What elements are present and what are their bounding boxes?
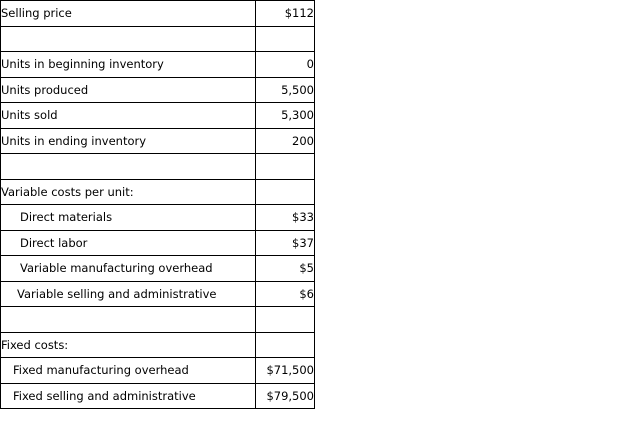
row-label-cell: Fixed costs: bbox=[1, 332, 256, 358]
table-row bbox=[1, 77, 315, 103]
row-label-cell: Units sold bbox=[1, 103, 256, 129]
row-label-cell: Direct labor bbox=[1, 230, 256, 256]
row-value-cell: 5,500 bbox=[256, 77, 315, 103]
row-label-cell bbox=[1, 154, 256, 180]
row-label-cell: Fixed manufacturing overhead bbox=[1, 358, 256, 384]
table-row bbox=[1, 307, 315, 333]
table-row bbox=[1, 383, 315, 409]
row-value-cell: 5,300 bbox=[256, 103, 315, 129]
table-row bbox=[1, 154, 315, 180]
cost-data-table bbox=[0, 0, 315, 409]
row-value-cell: $112 bbox=[256, 1, 315, 27]
row-value-cell bbox=[256, 26, 315, 52]
row-value-cell: $79,500 bbox=[256, 383, 315, 409]
row-label-cell: Units produced bbox=[1, 77, 256, 103]
row-label-cell bbox=[1, 307, 256, 333]
row-value-cell: $37 bbox=[256, 230, 315, 256]
row-value-cell bbox=[256, 332, 315, 358]
table-row bbox=[1, 358, 315, 384]
row-label-cell: Variable manufacturing overhead bbox=[1, 256, 256, 282]
row-value-cell: 0 bbox=[256, 52, 315, 78]
row-value-cell: 200 bbox=[256, 128, 315, 154]
row-value-cell: $6 bbox=[256, 281, 315, 307]
table-row bbox=[1, 256, 315, 282]
table-row bbox=[1, 205, 315, 231]
row-value-cell: $33 bbox=[256, 205, 315, 231]
row-value-cell bbox=[256, 307, 315, 333]
table-row bbox=[1, 281, 315, 307]
row-value-cell bbox=[256, 179, 315, 205]
row-value-cell bbox=[256, 154, 315, 180]
row-label-cell bbox=[1, 26, 256, 52]
row-label-cell: Units in beginning inventory bbox=[1, 52, 256, 78]
table-row bbox=[1, 230, 315, 256]
row-label-cell: Selling price bbox=[1, 1, 256, 27]
table-body bbox=[1, 1, 315, 409]
row-label-cell: Variable selling and administrative bbox=[1, 281, 256, 307]
row-label-cell: Fixed selling and administrative bbox=[1, 383, 256, 409]
table-row bbox=[1, 103, 315, 129]
table-row bbox=[1, 1, 315, 27]
table-row bbox=[1, 332, 315, 358]
table-row bbox=[1, 128, 315, 154]
table-row bbox=[1, 52, 315, 78]
row-label-cell: Variable costs per unit: bbox=[1, 179, 256, 205]
row-value-cell: $71,500 bbox=[256, 358, 315, 384]
row-label-cell: Direct materials bbox=[1, 205, 256, 231]
row-value-cell: $5 bbox=[256, 256, 315, 282]
table-row bbox=[1, 26, 315, 52]
table-row bbox=[1, 179, 315, 205]
row-label-cell: Units in ending inventory bbox=[1, 128, 256, 154]
